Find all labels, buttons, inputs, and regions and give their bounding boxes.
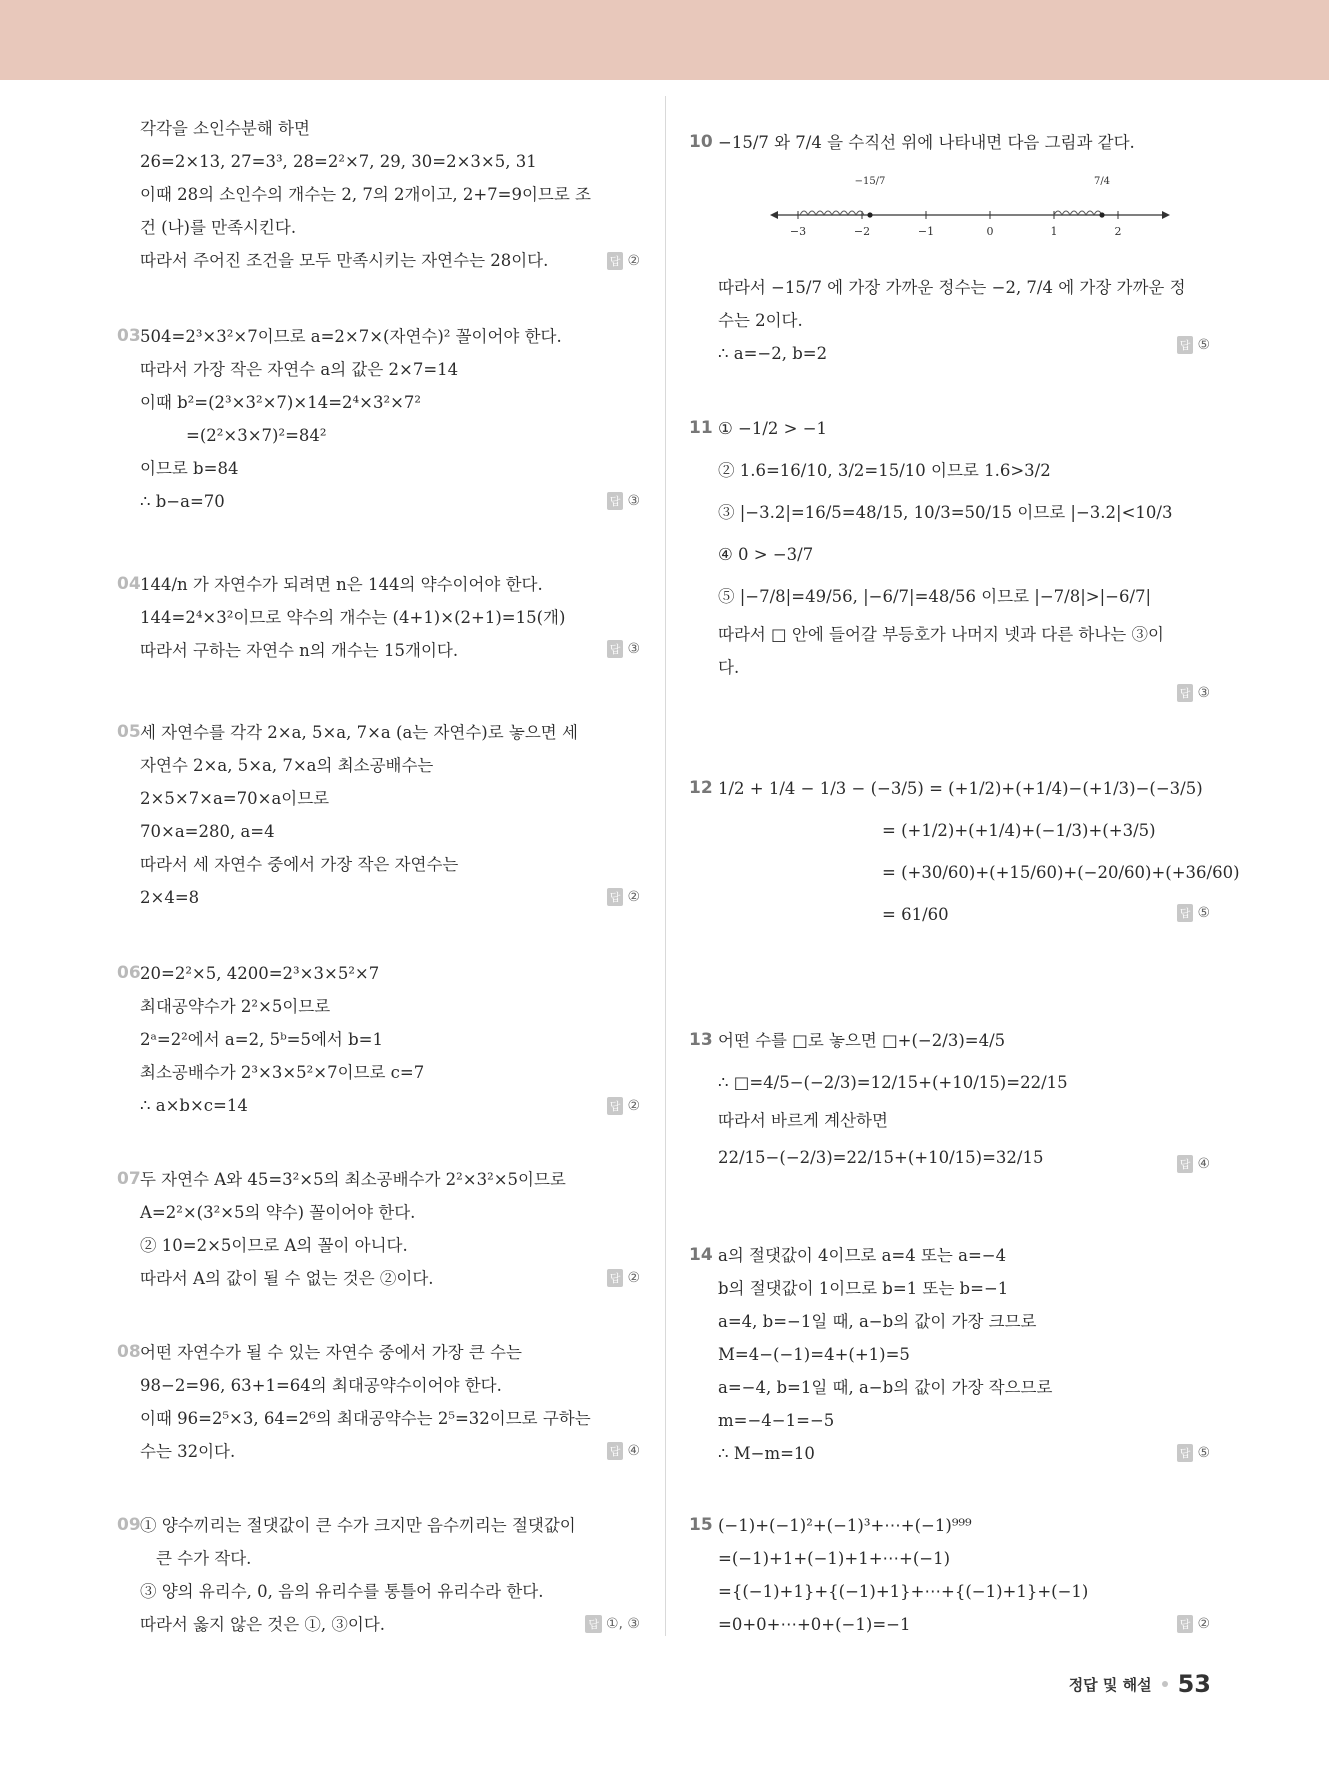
answer-value: ②	[627, 1270, 640, 1286]
problem-number: 03	[117, 326, 141, 346]
text-line: ② 10=2×5이므로 A의 꼴이 아니다.	[140, 1236, 408, 1255]
problem-09	[117, 1509, 640, 1641]
answer-value: ③	[1197, 685, 1210, 701]
number-line-figure	[770, 172, 1170, 242]
answer-badge	[607, 1442, 640, 1460]
answer-tag: 답	[1177, 684, 1194, 702]
tick-label: −1	[917, 225, 935, 238]
text-line: 이때 96=2⁵×3, 64=2⁶의 최대공약수는 2⁵=32이므로 구하는	[140, 1409, 591, 1428]
marker-label-7-4: 7/4	[1093, 176, 1111, 187]
text-line: a의 절댓값이 4이므로 a=4 또는 a=−4	[718, 1246, 1007, 1265]
text-line: ∴ b−a=70	[140, 492, 225, 511]
problem-13	[690, 1020, 1210, 1179]
text-line: 2×4=8	[140, 888, 200, 907]
text-line: 따라서 주어진 조건을 모두 만족시키는 자연수는 28이다.	[140, 251, 549, 270]
answer-value: ⑤	[1197, 1445, 1210, 1461]
problem-08	[117, 1336, 640, 1468]
problem-number: 09	[117, 1515, 141, 1535]
answer-tag: 답	[607, 1269, 624, 1287]
text-line: 각각을 소인수분해 하면	[140, 119, 310, 138]
marker-label-neg-15-7: −15/7	[854, 176, 886, 187]
text-line: 따라서 A의 값이 될 수 없는 것은 ②이다.	[140, 1269, 434, 1288]
answer-badge	[1177, 904, 1210, 922]
text-line: ③ 양의 유리수, 0, 음의 유리수를 통틀어 유리수라 한다.	[140, 1582, 544, 1601]
text-line: 따라서 □ 안에 들어갈 부등호가 나머지 넷과 다른 하나는 ③이	[718, 625, 1164, 644]
answer-badge	[585, 1615, 640, 1633]
page-number: 53	[1177, 1670, 1211, 1698]
problem-number: 14	[689, 1245, 713, 1265]
text-line: 따라서 −15/7 에 가장 가까운 정수는 −2, 7/4 에 가장 가까운 정	[718, 278, 1186, 297]
answer-value: ④	[627, 1443, 640, 1459]
answer-tag: 답	[1177, 1155, 1194, 1173]
answer-badge	[607, 492, 640, 510]
problem-06	[117, 957, 640, 1122]
footer-label: 정답 및 해설	[1068, 1675, 1152, 1694]
answer-value: ②	[627, 253, 640, 269]
column-divider	[665, 96, 666, 1636]
text-line: 2×5×7×a=70×a이므로	[140, 789, 330, 808]
answer-tag: 답	[607, 888, 624, 906]
problem-10	[690, 126, 1210, 370]
answer-badge	[1177, 1155, 1210, 1173]
text-line: 이므로 b=84	[140, 459, 239, 478]
text-line: 22/15−(−2/3)=22/15+(+10/15)=32/15	[718, 1148, 1044, 1167]
answer-value: ④	[1197, 1156, 1210, 1172]
text-line: (−1)+(−1)²+(−1)³+⋯+(−1)⁹⁹⁹	[718, 1516, 972, 1535]
problem-number: 04	[117, 574, 141, 594]
header-band	[0, 0, 1329, 80]
text-line: 어떤 자연수가 될 수 있는 자연수 중에서 가장 큰 수는	[140, 1343, 522, 1362]
problem-15	[690, 1509, 1210, 1641]
problem-number: 15	[689, 1515, 713, 1535]
text-line: 두 자연수 A와 45=3²×5의 최소공배수가 2²×3²×5이므로	[140, 1170, 566, 1189]
tick-label: 1	[1050, 225, 1058, 238]
right-arrow-icon	[1162, 211, 1170, 219]
problem-number: 12	[689, 778, 713, 798]
text-line: = (+1/2)+(+1/4)+(−1/3)+(+3/5)	[882, 821, 1156, 840]
answer-badge	[1177, 1615, 1210, 1633]
answer-tag: 답	[607, 492, 624, 510]
problem-07	[117, 1163, 640, 1295]
text-line: 이때 b²=(2³×3²×7)×14=2⁴×3²×7²	[140, 393, 422, 412]
text-line: 최대공약수가 2²×5이므로	[140, 997, 331, 1016]
text-line: 큰 수가 작다.	[156, 1549, 252, 1568]
answer-value: ①, ③	[605, 1616, 640, 1632]
page-footer	[1069, 1670, 1211, 1698]
answer-badge	[1177, 336, 1210, 354]
text-line: ∴ a×b×c=14	[140, 1096, 248, 1115]
text-line: 세 자연수를 각각 2×a, 5×a, 7×a (a는 자연수)로 놓으면 세	[140, 723, 578, 742]
answer-tag: 답	[607, 1442, 624, 1460]
answer-value: ②	[627, 1098, 640, 1114]
answer-tag: 답	[1177, 336, 1194, 354]
text-line: 144/n 가 자연수가 되려면 n은 144의 약수이어야 한다.	[140, 575, 543, 594]
problem-number: 06	[117, 963, 141, 983]
answer-tag: 답	[607, 640, 624, 658]
text-line: ∴ a=−2, b=2	[718, 344, 828, 363]
answer-badge	[1177, 1444, 1210, 1462]
text-line: ∴ □=4/5−(−2/3)=12/15+(+10/15)=22/15	[718, 1073, 1068, 1092]
point-neg-15-7	[867, 212, 872, 217]
answer-badge	[607, 252, 640, 270]
text-line: ② 1.6=16/10, 3/2=15/10 이므로 1.6>3/2	[718, 461, 1051, 480]
text-line: 자연수 2×a, 5×a, 7×a의 최소공배수는	[140, 756, 434, 775]
problem-number: 13	[689, 1030, 713, 1050]
text-line: ① −1/2 > −1	[718, 419, 828, 438]
unit-arcs-right	[1054, 211, 1102, 215]
footer-dot-icon	[1162, 1681, 1168, 1687]
problem-11	[689, 408, 1210, 701]
text-line: a=4, b=−1일 때, a−b의 값이 가장 크므로	[718, 1312, 1037, 1331]
unit-arcs-left	[800, 211, 864, 215]
answer-badge	[607, 640, 640, 658]
text-line: =(2²×3×7)²=84²	[186, 426, 327, 445]
text-line: 70×a=280, a=4	[140, 822, 275, 841]
answer-badge	[607, 1269, 640, 1287]
text-line: ① 양수끼리는 절댓값이 큰 수가 크지만 음수끼리는 절댓값이	[140, 1516, 576, 1535]
tick-label: 2	[1114, 225, 1122, 238]
text-line: 이때 28의 소인수의 개수는 2, 7의 2개이고, 2+7=9이므로 조	[140, 185, 591, 204]
problem-12	[689, 768, 1240, 936]
problem-number: 10	[689, 132, 713, 152]
text-line: 1/2 + 1/4 − 1/3 − (−3/5) = (+1/2)+(+1/4)−(+1/3)−(−3/5)	[718, 779, 1203, 798]
answer-value: ②	[627, 889, 640, 905]
text-line: 20=2²×5, 4200=2³×3×5²×7	[140, 964, 380, 983]
text-line: 따라서 구하는 자연수 n의 개수는 15개이다.	[140, 641, 459, 660]
problem-02-continued	[140, 112, 640, 277]
text-line: M=4−(−1)=4+(+1)=5	[718, 1345, 910, 1364]
problem-number: 11	[689, 418, 713, 438]
text-line: 144=2⁴×3²이므로 약수의 개수는 (4+1)×(2+1)=15(개)	[140, 608, 566, 627]
tick-label: −3	[789, 225, 807, 238]
text-line: 최소공배수가 2³×3×5²×7이므로 c=7	[140, 1063, 425, 1082]
text-line: ∴ M−m=10	[718, 1444, 815, 1463]
answer-value: ③	[627, 493, 640, 509]
text-line: 어떤 수를 □로 놓으면 □+(−2/3)=4/5	[718, 1031, 1006, 1050]
problem-05	[117, 716, 640, 914]
tick-label: 0	[986, 225, 994, 238]
problem-number: 07	[117, 1169, 141, 1189]
text-line: 98−2=96, 63+1=64의 최대공약수이어야 한다.	[140, 1376, 502, 1395]
text-line: =(−1)+1+(−1)+1+⋯+(−1)	[718, 1549, 951, 1568]
answer-badge	[1177, 684, 1210, 702]
text-line: = 61/60	[882, 905, 949, 924]
text-line: 수는 2이다.	[718, 311, 803, 330]
text-line: ④ 0 > −3/7	[718, 545, 814, 564]
text-line: = (+30/60)+(+15/60)+(−20/60)+(+36/60)	[882, 863, 1240, 882]
problem-number: 08	[117, 1342, 141, 1362]
problem-number: 05	[117, 722, 141, 742]
answer-tag: 답	[585, 1615, 602, 1633]
problem-03	[117, 320, 640, 518]
text-line: A=2²×(3²×5의 약수) 꼴이어야 한다.	[140, 1203, 416, 1222]
text-line: 수는 32이다.	[140, 1442, 236, 1461]
answer-tag: 답	[607, 252, 624, 270]
text-line: m=−4−1=−5	[718, 1411, 835, 1430]
answer-tag: 답	[607, 1097, 624, 1115]
text-line: ③ |−3.2|=16/5=48/15, 10/3=50/15 이므로 |−3.2|<10/3	[718, 503, 1173, 522]
answer-tag: 답	[1177, 904, 1194, 922]
tick-label: −2	[853, 225, 871, 238]
text-line: 따라서 세 자연수 중에서 가장 작은 자연수는	[140, 855, 459, 874]
text-line: ⑤ |−7/8|=49/56, |−6/7|=48/56 이므로 |−7/8|>|−6/7|	[718, 587, 1152, 606]
text-line: 다.	[718, 658, 740, 677]
text-line: 따라서 바르게 계산하면	[718, 1111, 888, 1130]
text-line: −15/7 와 7/4 을 수직선 위에 나타내면 다음 그림과 같다.	[718, 133, 1135, 152]
answer-value: ⑤	[1197, 905, 1210, 921]
text-line: 건 (나)를 만족시킨다.	[140, 218, 297, 237]
problem-14	[690, 1239, 1210, 1470]
answer-tag: 답	[1177, 1615, 1194, 1633]
text-line: b의 절댓값이 1이므로 b=1 또는 b=−1	[718, 1279, 1009, 1298]
text-line: a=−4, b=1일 때, a−b의 값이 가장 작으므로	[718, 1378, 1053, 1397]
answer-badge	[607, 1097, 640, 1115]
text-line: 2ᵃ=2²에서 a=2, 5ᵇ=5에서 b=1	[140, 1030, 384, 1049]
point-7-4	[1099, 212, 1104, 217]
problem-04	[117, 568, 640, 667]
answer-badge	[607, 888, 640, 906]
left-arrow-icon	[770, 211, 778, 219]
answer-value: ⑤	[1197, 337, 1210, 353]
tick-labels	[790, 225, 1122, 238]
answer-value: ③	[627, 641, 640, 657]
text-line: 따라서 옳지 않은 것은 ①, ③이다.	[140, 1615, 386, 1634]
text-line: 26=2×13, 27=3³, 28=2²×7, 29, 30=2×3×5, 31	[140, 152, 537, 171]
text-line: =0+0+⋯+0+(−1)=−1	[718, 1615, 911, 1634]
text-line: 따라서 가장 작은 자연수 a의 값은 2×7=14	[140, 360, 459, 379]
text-line: ={(−1)+1}+{(−1)+1}+⋯+{(−1)+1}+(−1)	[718, 1582, 1089, 1601]
answer-tag: 답	[1177, 1444, 1194, 1462]
answer-value: ②	[1197, 1616, 1210, 1632]
text-line: 504=2³×3²×7이므로 a=2×7×(자연수)² 꼴이어야 한다.	[140, 327, 562, 346]
